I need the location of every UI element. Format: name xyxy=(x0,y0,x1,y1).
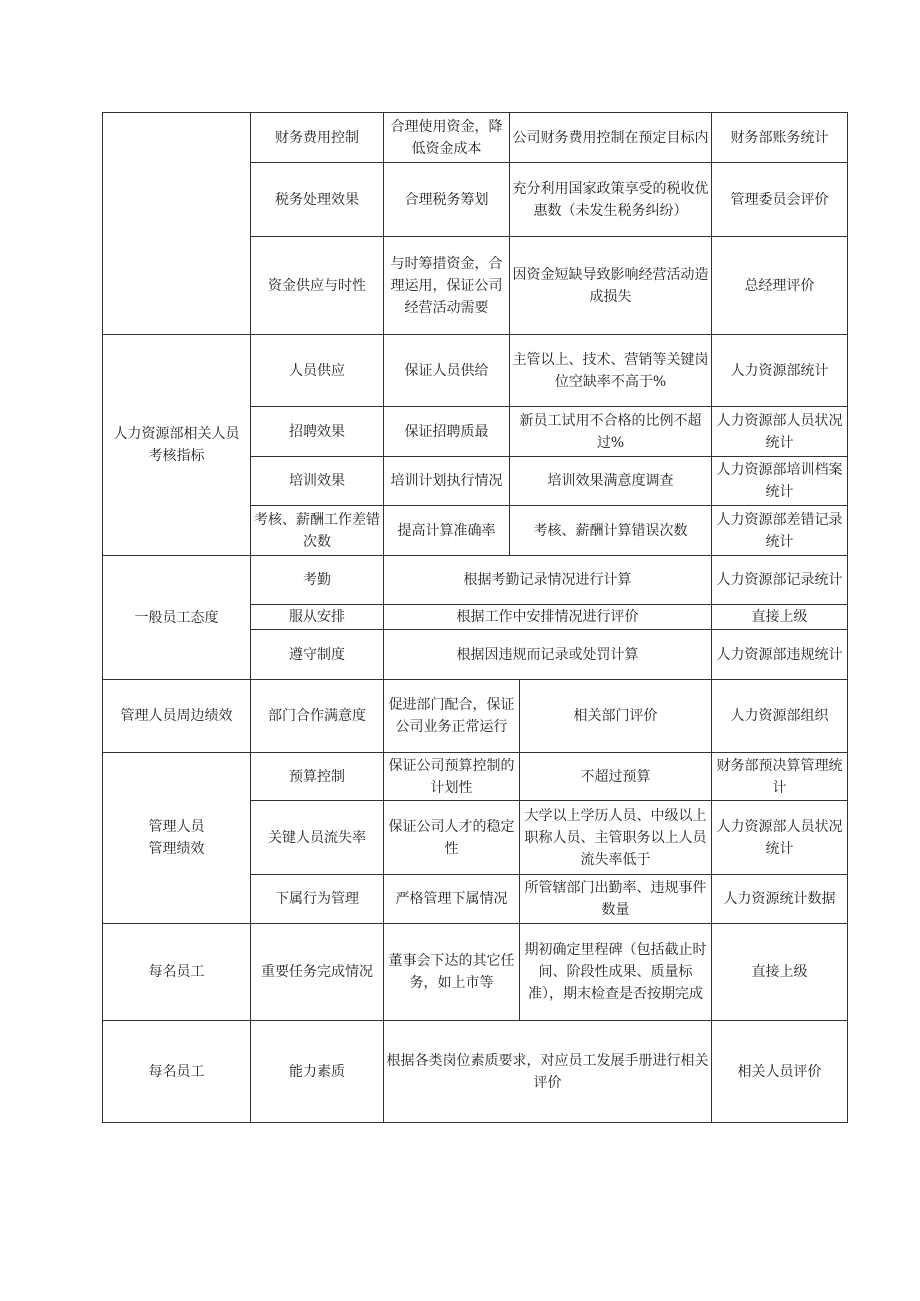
source-cell: 人力资源部违规统计 xyxy=(712,630,848,680)
criteria-cell: 主管以上、技术、营销等关键岗位空缺率不高于% xyxy=(510,335,712,407)
source-cell: 财务部账务统计 xyxy=(712,113,848,163)
purpose-cell: 保证公司人才的稳定性 xyxy=(384,801,520,875)
method-cell: 根据因违规而记录或处罚计算 xyxy=(384,630,712,680)
indicator-cell: 服从安排 xyxy=(251,605,384,630)
source-cell: 管理委员会评价 xyxy=(712,163,848,237)
category-text: 管理人员 管理绩效 xyxy=(148,819,205,857)
criteria-cell: 所管辖部门出勤率、违规事件数量 xyxy=(520,875,712,924)
method-cell: 根据考勤记录情况进行计算 xyxy=(384,556,712,605)
criteria-cell: 新员工试用不合格的比例不超过% xyxy=(510,407,712,457)
table-row xyxy=(103,924,848,1021)
assessment-table xyxy=(102,112,848,1123)
table-row xyxy=(103,556,848,605)
source-cell: 相关人员评价 xyxy=(712,1021,848,1123)
criteria-cell: 培训效果满意度调查 xyxy=(510,457,712,506)
indicator-cell: 部门合作满意度 xyxy=(251,680,384,753)
criteria-cell: 因资金短缺导致影响经营活动造成损失 xyxy=(510,237,712,335)
table-row xyxy=(103,1021,848,1123)
table-row xyxy=(103,113,848,163)
indicator-cell: 财务费用控制 xyxy=(251,113,384,163)
indicator-cell: 招聘效果 xyxy=(251,407,384,457)
source-cell: 财务部预决算管理统计 xyxy=(712,753,848,801)
table-row xyxy=(103,680,848,753)
purpose-cell: 培训计划执行情况 xyxy=(384,457,510,506)
criteria-cell: 大学以上学历人员、中级以上职称人员、主管职务以上人员流失率低于 xyxy=(520,801,712,875)
table-row xyxy=(103,335,848,407)
purpose-cell: 严格管理下属情况 xyxy=(384,875,520,924)
source-cell: 人力资源部记录统计 xyxy=(712,556,848,605)
category-cell: 每名员工 xyxy=(103,924,251,1021)
indicator-cell: 人员供应 xyxy=(251,335,384,407)
criteria-cell: 期初确定里程碑（包括截止时间、阶段性成果、质量标准），期末检查是否按期完成 xyxy=(520,924,712,1021)
indicator-cell: 考核、薪酬工作差错次数 xyxy=(251,506,384,556)
indicator-cell: 培训效果 xyxy=(251,457,384,506)
criteria-cell: 相关部门评价 xyxy=(520,680,712,753)
category-cell: 每名员工 xyxy=(103,1021,251,1123)
indicator-cell: 税务处理效果 xyxy=(251,163,384,237)
category-cell: 一般员工态度 xyxy=(103,556,251,680)
source-cell: 人力资源部差错记录统计 xyxy=(712,506,848,556)
indicator-cell: 下属行为管理 xyxy=(251,875,384,924)
indicator-cell: 资金供应与时性 xyxy=(251,237,384,335)
category-cell xyxy=(103,113,251,335)
purpose-cell: 合理使用资金，降低资金成本 xyxy=(384,113,510,163)
purpose-cell: 合理税务筹划 xyxy=(384,163,510,237)
method-cell: 根据工作中安排情况进行评价 xyxy=(384,605,712,630)
source-cell: 人力资源部人员状况统计 xyxy=(712,407,848,457)
indicator-cell: 预算控制 xyxy=(251,753,384,801)
source-cell: 人力资源部组织 xyxy=(712,680,848,753)
criteria-cell: 不超过预算 xyxy=(520,753,712,801)
indicator-cell: 考勤 xyxy=(251,556,384,605)
source-cell: 总经理评价 xyxy=(712,237,848,335)
category-cell xyxy=(103,753,251,924)
category-cell: 管理人员周边绩效 xyxy=(103,680,251,753)
source-cell: 直接上级 xyxy=(712,924,848,1021)
source-cell: 人力资源部培训档案统计 xyxy=(712,457,848,506)
indicator-cell: 重要任务完成情况 xyxy=(251,924,384,1021)
source-cell: 直接上级 xyxy=(712,605,848,630)
source-cell: 人力资源部统计 xyxy=(712,335,848,407)
source-cell: 人力资源统计数据 xyxy=(712,875,848,924)
purpose-cell: 保证招聘质最 xyxy=(384,407,510,457)
indicator-cell: 能力素质 xyxy=(251,1021,384,1123)
purpose-cell: 董事会下达的其它任务，如上市等 xyxy=(384,924,520,1021)
table-row xyxy=(103,753,848,801)
category-cell: 人力资源部相关人员考核指标 xyxy=(103,335,251,556)
source-cell: 人力资源部人员状况统计 xyxy=(712,801,848,875)
indicator-cell: 关键人员流失率 xyxy=(251,801,384,875)
purpose-cell: 促进部门配合，保证公司业务正常运行 xyxy=(384,680,520,753)
purpose-cell: 保证人员供给 xyxy=(384,335,510,407)
purpose-cell: 保证公司预算控制的计划性 xyxy=(384,753,520,801)
criteria-cell: 考核、薪酬计算错误次数 xyxy=(510,506,712,556)
indicator-cell: 遵守制度 xyxy=(251,630,384,680)
criteria-cell: 公司财务费用控制在预定目标内 xyxy=(510,113,712,163)
method-cell: 根据各类岗位素质要求，对应员工发展手册进行相关评价 xyxy=(384,1021,712,1123)
purpose-cell: 提高计算准确率 xyxy=(384,506,510,556)
criteria-cell: 充分利用国家政策享受的税收优惠数（未发生税务纠纷） xyxy=(510,163,712,237)
purpose-cell: 与时筹措资金，合理运用，保证公司经营活动需要 xyxy=(384,237,510,335)
